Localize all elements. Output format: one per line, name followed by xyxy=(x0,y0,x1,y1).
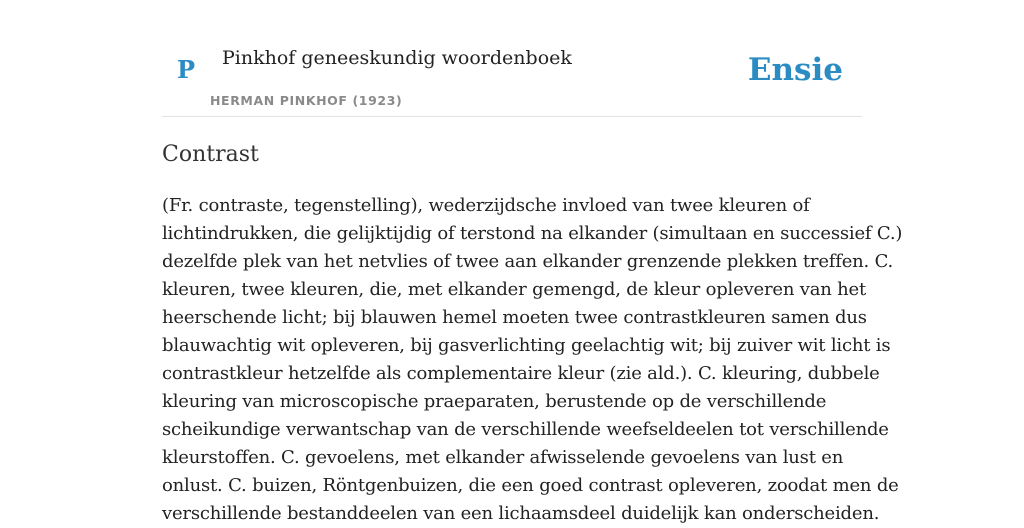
book-logo[interactable]: P xyxy=(177,55,196,84)
entry-text-line: dezelfde plek van het netvlies of twee aan elkander grenzende plekken treffen. C. xyxy=(162,251,894,272)
entry-text-line: kleuring van microscopische praeparaten, berustende op de verschillende xyxy=(162,391,827,412)
entry-text-line: lichtindrukken, die gelijktijdig of terstond na elkander (simultaan en successief C.) xyxy=(162,223,903,244)
entry-text-line: kleurstoffen. C. gevoelens, met elkander afwisselende gevoelens van lust en xyxy=(162,447,844,468)
entry-text-line: onlust. C. buizen, Röntgenbuizen, die een goed contrast opleveren, zoodat men de xyxy=(162,475,899,496)
entry-text-line: heerschende licht; bij blauwen hemel moeten twee contrastkleuren samen dus xyxy=(162,307,867,328)
entry-text-line: (Fr. contraste, tegenstelling), wederzijdsche invloed van twee kleuren of xyxy=(162,195,810,216)
entry-body xyxy=(162,192,903,528)
site-header xyxy=(162,0,862,117)
entry-text-line: blauwachtig wit opleveren, bij gasverlichting geelachtig wit; bij zuiver wit licht is xyxy=(162,335,891,356)
entry-title: Contrast xyxy=(162,142,259,167)
entry-text-line: scheikundige verwantschap van de verschillende weefseldeelen tot verschillende xyxy=(162,419,889,440)
book-title-link[interactable]: Pinkhof geneeskundig woordenboek xyxy=(222,47,572,69)
entry-text-line: verschillende bestanddeelen van een lichaamsdeel duidelijk kan onderscheiden. xyxy=(162,503,880,524)
ensie-brand-logo[interactable]: Ensie xyxy=(747,52,843,88)
entry-text-line: contrastkleur hetzelfde als complementaire kleur (zie ald.). C. kleuring, dubbele xyxy=(162,363,880,384)
entry-text-line: kleuren, twee kleuren, die, met elkander gemengd, de kleur opleveren van het xyxy=(162,279,867,300)
book-author: HERMAN PINKHOF (1923) xyxy=(210,93,403,108)
